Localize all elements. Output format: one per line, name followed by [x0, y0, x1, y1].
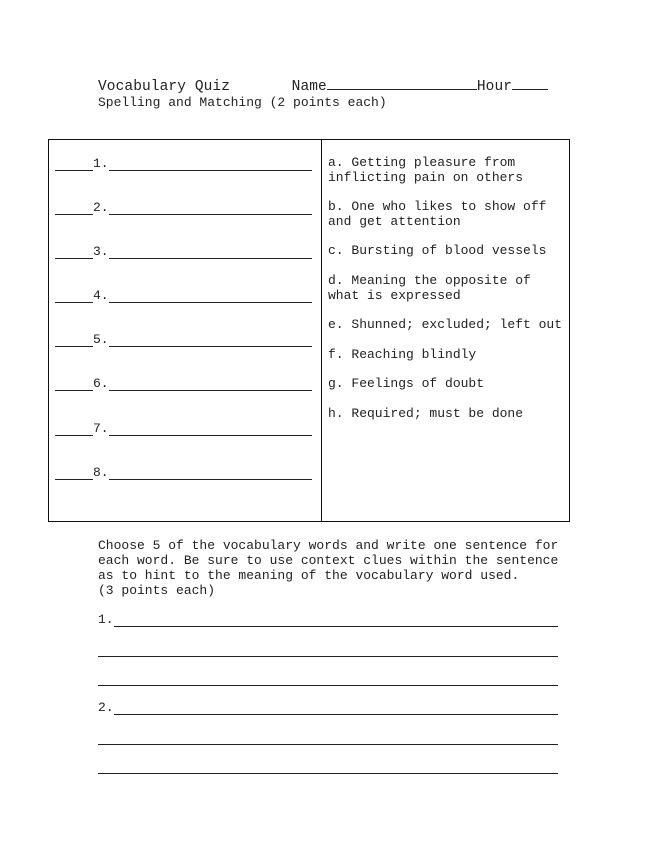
spelling-word-blank[interactable] [109, 200, 312, 215]
sentence-instructions [98, 538, 568, 598]
spelling-number: 2. [93, 200, 109, 215]
definition-b: b. One who likes to show off and get attention [328, 199, 547, 229]
match-letter-blank[interactable] [55, 244, 93, 259]
spelling-row [55, 285, 312, 303]
spelling-row [55, 197, 312, 215]
instruction-line: (3 points each) [98, 583, 216, 598]
instruction-line: each word. Be sure to use context clues within the sentence [98, 553, 559, 568]
definition-a: a. Getting pleasure from inflicting pain on others [328, 155, 524, 185]
sentence-rule[interactable] [114, 700, 558, 715]
instruction-line: as to hint to the meaning of the vocabulary word used. [98, 568, 520, 583]
sentence-line[interactable] [98, 670, 558, 686]
definition-h: h. Required; must be done [328, 406, 524, 421]
spelling-number: 3. [93, 244, 109, 259]
match-letter-blank[interactable] [55, 376, 93, 391]
spelling-number: 7. [93, 421, 109, 436]
spelling-word-blank[interactable] [109, 288, 312, 303]
column-divider [321, 140, 322, 521]
sentence-line[interactable] [98, 758, 558, 774]
quiz-subtitle: Spelling and Matching (2 points each) [98, 95, 387, 110]
spelling-number: 4. [93, 288, 109, 303]
spelling-word-blank[interactable] [109, 376, 312, 391]
spelling-row [55, 418, 312, 436]
name-label: Name [291, 79, 327, 95]
spelling-number: 5. [93, 332, 109, 347]
sentence-line[interactable] [98, 611, 558, 627]
spelling-row [55, 462, 312, 480]
sentence-rule[interactable] [98, 759, 558, 774]
sentence-number: 2. [98, 700, 114, 715]
spelling-number: 1. [93, 156, 109, 171]
spelling-word-blank[interactable] [109, 156, 312, 171]
instruction-line: Choose 5 of the vocabulary words and write one sentence for [98, 538, 559, 553]
quiz-title: Vocabulary Quiz [98, 79, 231, 95]
spelling-row [55, 153, 312, 171]
match-letter-blank[interactable] [55, 200, 93, 215]
sentence-rule[interactable] [98, 671, 558, 686]
match-letter-blank[interactable] [55, 156, 93, 171]
hour-blank[interactable] [512, 77, 548, 90]
hour-label: Hour [476, 79, 513, 95]
match-letter-blank[interactable] [55, 288, 93, 303]
sentence-rule[interactable] [114, 612, 558, 627]
match-letter-blank[interactable] [55, 421, 93, 436]
spelling-word-blank[interactable] [109, 332, 312, 347]
definition-g: g. Feelings of doubt [328, 376, 485, 391]
spelling-word-blank[interactable] [109, 465, 312, 480]
definition-c: c. Bursting of blood vessels [328, 243, 547, 258]
sentence-line[interactable] [98, 729, 558, 745]
definition-e: e. Shunned; excluded; left out [328, 317, 563, 332]
sentence-number: 1. [98, 612, 114, 627]
spelling-number: 8. [93, 465, 109, 480]
definition-f: f. Reaching blindly [328, 347, 477, 362]
sentence-line[interactable] [98, 699, 558, 715]
match-letter-blank[interactable] [55, 465, 93, 480]
spelling-word-blank[interactable] [109, 421, 312, 436]
spelling-row [55, 373, 312, 391]
sentence-rule[interactable] [98, 642, 558, 657]
sentence-line[interactable] [98, 641, 558, 657]
spelling-word-blank[interactable] [109, 244, 312, 259]
sentence-rule[interactable] [98, 730, 558, 745]
spelling-row [55, 329, 312, 347]
spelling-row [55, 241, 312, 259]
quiz-header [98, 77, 548, 95]
spelling-number: 6. [93, 376, 109, 391]
matching-box [48, 139, 570, 522]
name-blank[interactable] [327, 77, 477, 90]
match-letter-blank[interactable] [55, 332, 93, 347]
definition-d: d. Meaning the opposite of what is expressed [328, 273, 531, 303]
